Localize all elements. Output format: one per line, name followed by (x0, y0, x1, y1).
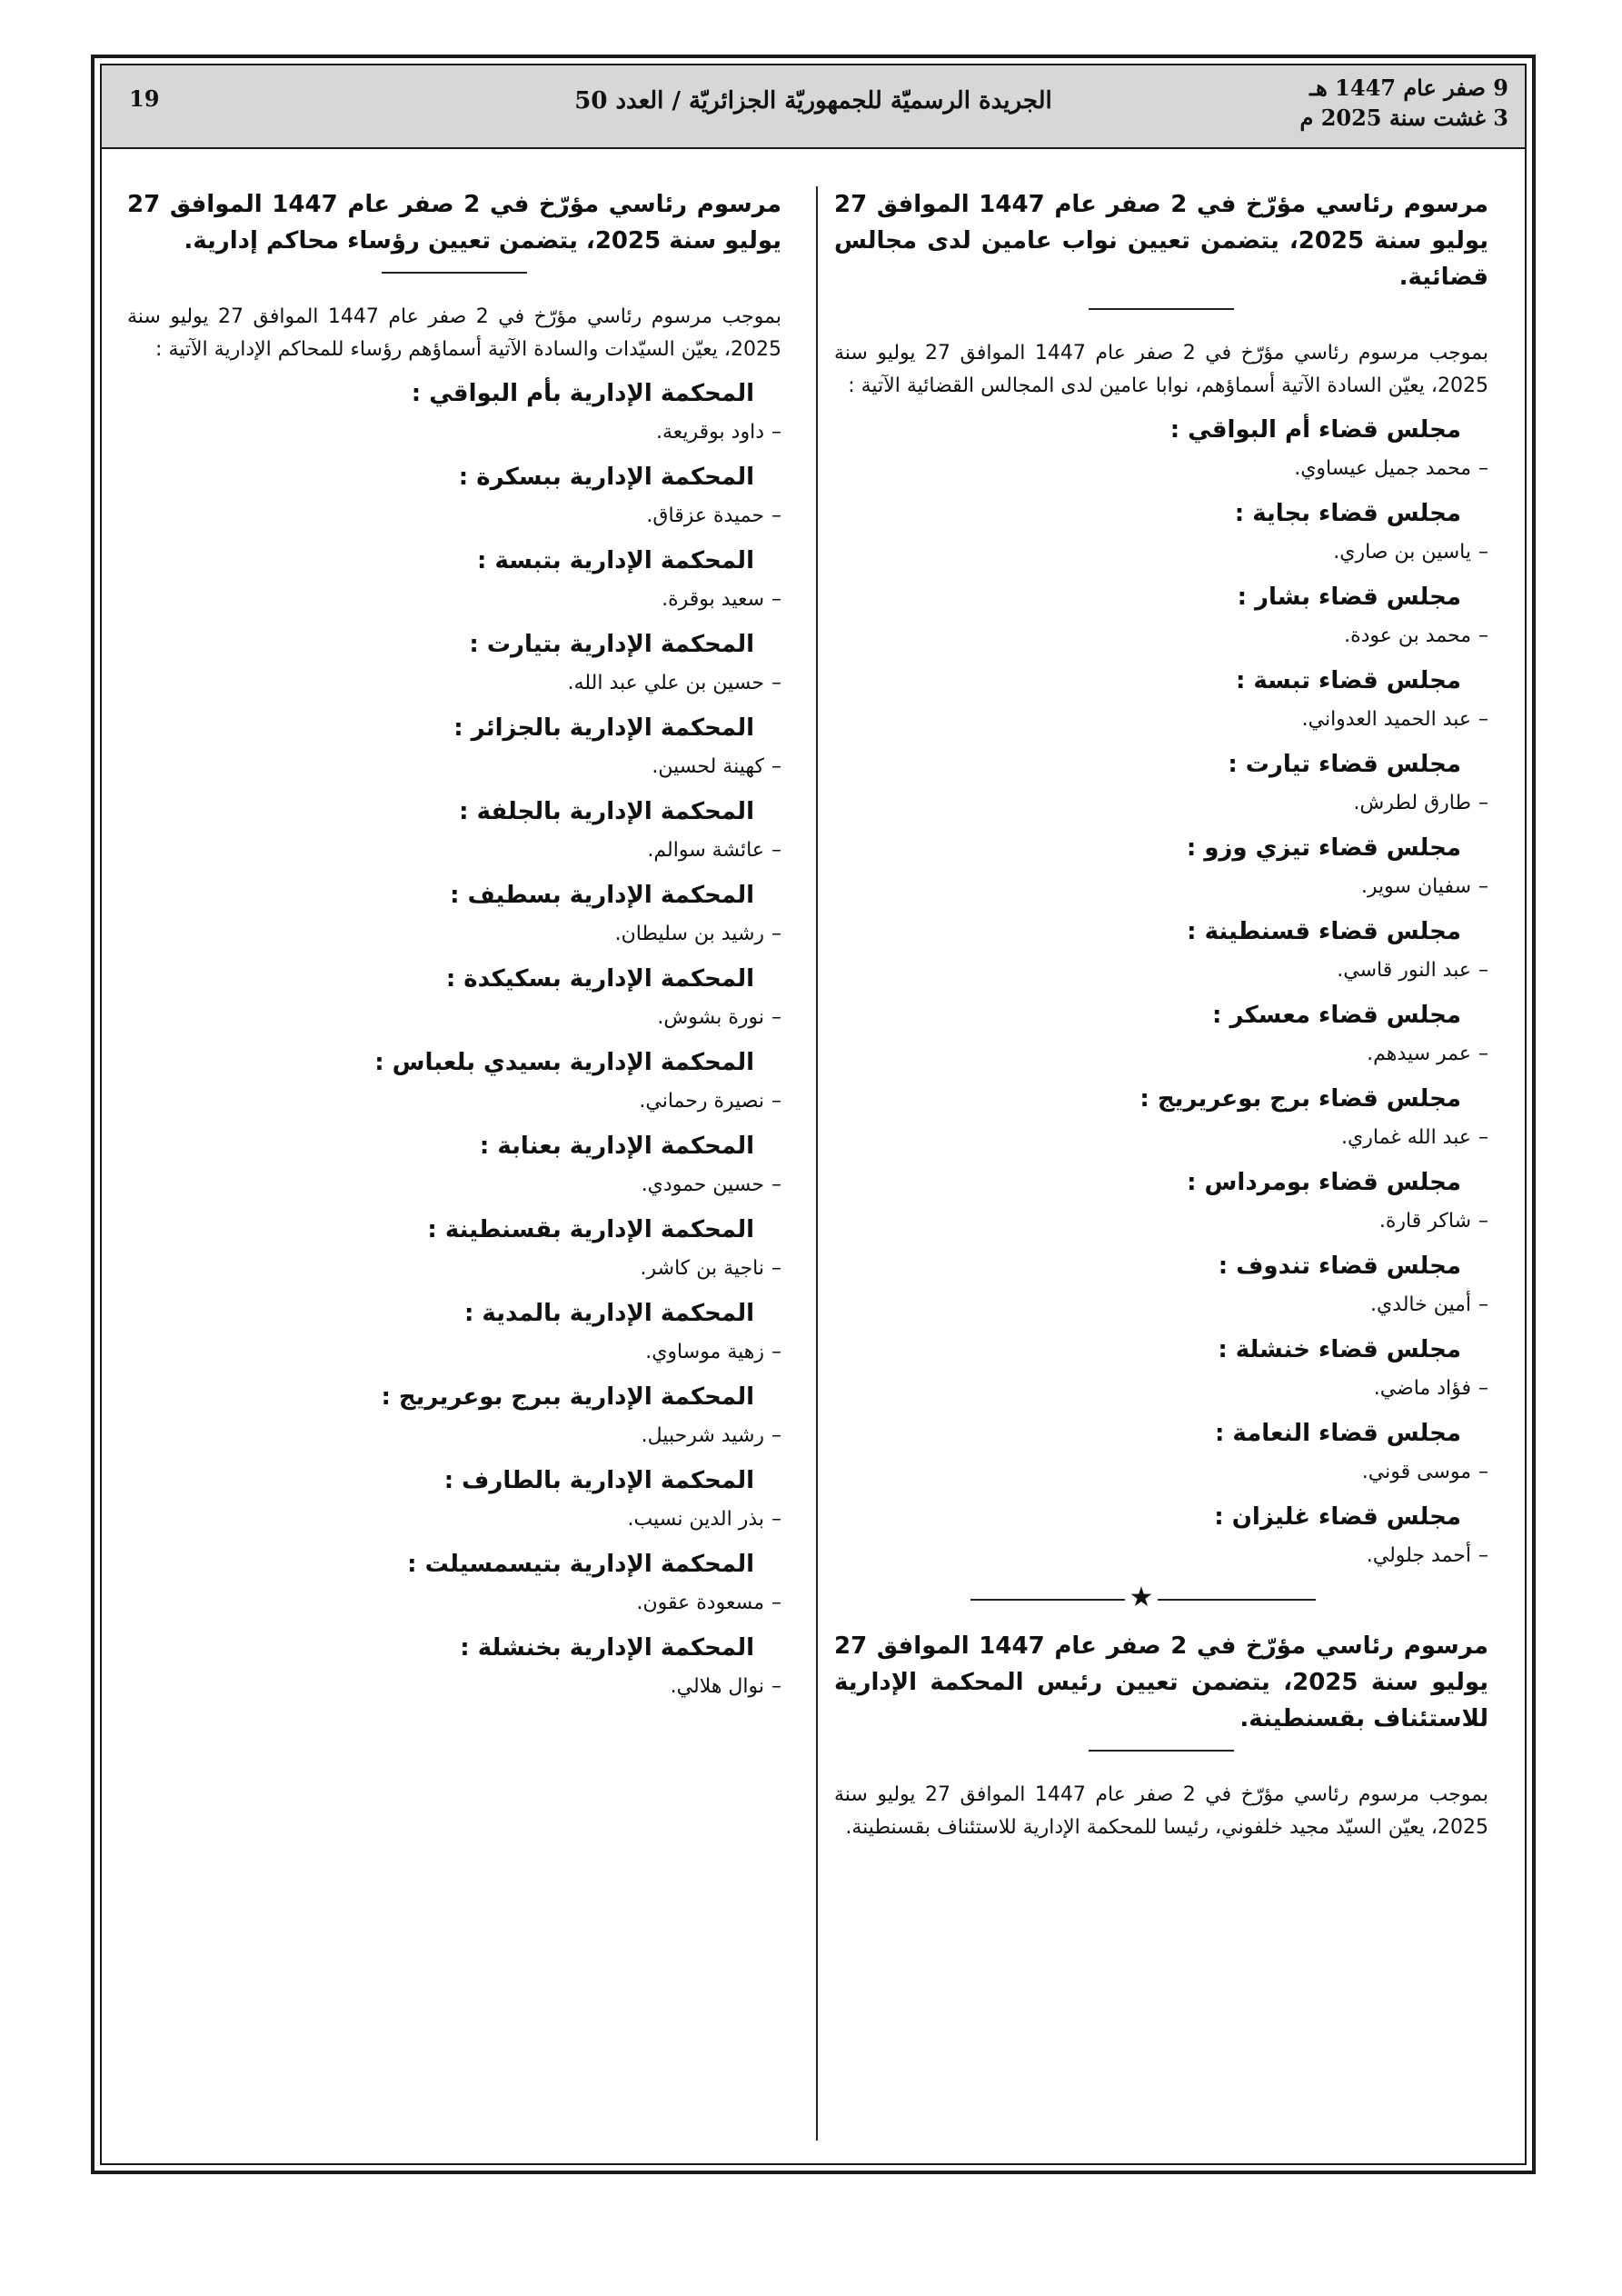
appointment-list (127, 377, 781, 1701)
appointee-item (834, 706, 1488, 734)
court-heading: مجلس قضاء معسكر : (1212, 1002, 1461, 1029)
list-dash: – (771, 1257, 781, 1280)
decree-administrative-court-presidents (127, 186, 781, 1701)
appointee-name: سفيان سوير. (1360, 875, 1471, 898)
decree-title: مرسوم رئاسي مؤرّخ في 2 صفر عام 1447 الموافق 27 يوليو سنة 2025، يتضمن تعيين نواب عامين لدى مجالس قضائية. (834, 191, 1489, 291)
court-heading: المحكمة الإدارية بالجلفة : (459, 798, 754, 825)
decree-title: مرسوم رئاسي مؤرّخ في 2 صفر عام 1447 الموافق 27 يوليو سنة 2025، يتضمن تعيين رؤساء محاكم إدارية. (127, 191, 782, 255)
appointee-item (127, 837, 781, 864)
court-heading: المحكمة الإدارية بسطيف : (450, 882, 754, 909)
appointee-name: طارق لطرش. (1353, 792, 1471, 814)
page-number: 19 (129, 85, 160, 112)
court-heading: المحكمة الإدارية بأم البواقي : (411, 380, 754, 407)
court-heading: المحكمة الإدارية بالمدية : (463, 1300, 754, 1327)
title-rule (382, 272, 527, 274)
appointee-name: عائشة سوالم. (647, 839, 764, 862)
court-heading: المحكمة الإدارية بسيدي بلعباس : (374, 1049, 754, 1076)
court-heading: المحكمة الإدارية بعنابة : (479, 1133, 754, 1160)
court-heading: المحكمة الإدارية ببسكرة : (458, 464, 754, 491)
appointee-item (127, 1004, 781, 1032)
appointee-name: محمد جميل عيساوي. (1294, 457, 1471, 480)
court-heading: المحكمة الإدارية بقسنطينة : (427, 1216, 754, 1243)
appointee-item (834, 1124, 1488, 1152)
appointee-name: نورة بشوش. (657, 1006, 764, 1029)
appointee-name: عمر سيدهم. (1367, 1043, 1471, 1065)
appointee-item (834, 1041, 1488, 1068)
appointee-name: عبد النور قاسي. (1337, 959, 1471, 982)
list-dash: – (1478, 457, 1488, 480)
list-dash: – (771, 1173, 781, 1196)
list-dash: – (771, 923, 781, 945)
appointee-item (834, 1542, 1488, 1570)
page-header (102, 65, 1525, 149)
appointee-name: داود بوقريعة. (656, 421, 764, 444)
court-heading: مجلس قضاء برج بوعريريج : (1139, 1085, 1461, 1113)
appointee-item (834, 790, 1488, 817)
list-dash: – (771, 1341, 781, 1363)
appointee-item (127, 1172, 781, 1199)
header-date-gregorian: 3 غشت سنة 2025 م (1299, 105, 1508, 131)
list-dash: – (771, 755, 781, 778)
court-heading: مجلس قضاء أم البواقي : (1169, 416, 1461, 444)
appointee-name: أحمد جلولي. (1366, 1544, 1471, 1567)
court-heading: المحكمة الإدارية ببرج بوعريريج : (381, 1383, 754, 1411)
list-dash: – (771, 1675, 781, 1698)
decree-preamble: بموجب مرسوم رئاسي مؤرّخ في 2 صفر عام 1447 الموافق 27 يوليو سنة 2025، يعيّن السيّدات والسادة الآتية أسماؤهم رؤساء للمحاكم الإدارية الآتية : (127, 305, 781, 361)
appointee-item (127, 1506, 781, 1533)
list-dash: – (771, 839, 781, 862)
list-dash: – (771, 1090, 781, 1113)
appointee-name: مسعودة عقون. (636, 1592, 764, 1614)
list-dash: – (771, 1424, 781, 1447)
header-title: الجريدة الرسميّة للجمهوريّة الجزائريّة / العدد 50 (574, 87, 1052, 115)
court-heading: المحكمة الإدارية بالطارف : (443, 1467, 754, 1494)
appointee-name: فؤاد ماضي. (1373, 1377, 1471, 1400)
court-heading: مجلس قضاء خنشلة : (1218, 1336, 1461, 1363)
appointee-name: نوال هلالي. (670, 1675, 764, 1698)
list-dash: – (1478, 1544, 1488, 1567)
court-heading: مجلس قضاء النعامة : (1214, 1420, 1461, 1447)
court-heading: مجلس قضاء بجاية : (1234, 500, 1461, 527)
appointee-item (127, 1088, 781, 1115)
court-heading: المحكمة الإدارية بتيارت : (469, 631, 754, 658)
decree-preamble: بموجب مرسوم رئاسي مؤرّخ في 2 صفر عام 1447 الموافق 27 يوليو سنة 2025، يعيّن السيّد مجيد خلفوني، رئيسا للمحكمة الإدارية للاستئناف بقسنطينة. (834, 1783, 1488, 1839)
title-rule (1089, 308, 1234, 310)
appointee-name: كهينة لحسين. (652, 755, 764, 778)
star-icon: ★ (1125, 1582, 1158, 1613)
list-dash: – (771, 1006, 781, 1029)
appointee-item (834, 455, 1488, 483)
appointee-name: ناجية بن كاشر. (640, 1257, 764, 1280)
court-heading: المحكمة الإدارية بخنشلة : (460, 1634, 754, 1662)
appointee-item (127, 670, 781, 697)
appointee-item (127, 1339, 781, 1366)
column-divider (816, 186, 818, 2141)
list-dash: – (771, 1592, 781, 1614)
appointee-item (127, 921, 781, 948)
court-heading: المحكمة الإدارية بتيسمسيلت : (407, 1551, 754, 1578)
list-dash: – (1478, 708, 1488, 731)
appointee-item (834, 1208, 1488, 1235)
court-heading: مجلس قضاء تبسة : (1235, 667, 1461, 694)
decree-title: مرسوم رئاسي مؤرّخ في 2 صفر عام 1447 الموافق 27 يوليو سنة 2025، يتضمن تعيين رئيس المحكمة الإدارية للاستئناف بقسنطينة. (834, 1632, 1489, 1732)
appointee-item (127, 1255, 781, 1283)
appointee-item (834, 1375, 1488, 1403)
header-date-hijri: 9 صفر عام 1447 هـ (1309, 75, 1508, 101)
decree-separator (834, 1584, 1488, 1615)
appointee-name: حسين بن علي عبد الله. (567, 672, 764, 694)
appointment-list (834, 414, 1488, 1570)
list-dash: – (771, 672, 781, 694)
appointee-item (834, 539, 1488, 566)
appointee-name: عبد الحميد العدواني. (1301, 708, 1471, 731)
appointee-item (127, 1673, 781, 1701)
appointee-item (127, 1590, 781, 1617)
list-dash: – (1478, 959, 1488, 982)
title-rule (1089, 1750, 1234, 1752)
court-heading: المحكمة الإدارية بسكيكدة : (445, 965, 754, 993)
list-dash: – (1478, 875, 1488, 898)
appointee-name: بذر الدين نسيب. (627, 1508, 764, 1531)
appointee-name: رشيد شرحبيل. (641, 1424, 764, 1447)
appointee-item (834, 957, 1488, 984)
decree-appeal-court-president (834, 1628, 1488, 1844)
court-heading: مجلس قضاء غليزان : (1214, 1503, 1461, 1531)
list-dash: – (1478, 1210, 1488, 1233)
appointee-name: شاكر قارة. (1378, 1210, 1471, 1233)
appointee-item (127, 1423, 781, 1450)
right-column (834, 186, 1488, 1855)
court-heading: مجلس قضاء بومرداس : (1187, 1169, 1461, 1196)
appointee-name: نصيرة رحماني. (639, 1090, 764, 1113)
court-heading: المحكمة الإدارية بتبسة : (477, 547, 754, 574)
court-heading: المحكمة الإدارية بالجزائر : (453, 714, 754, 742)
court-heading: مجلس قضاء تندوف : (1218, 1253, 1461, 1280)
list-dash: – (1478, 1377, 1488, 1400)
decree-preamble: بموجب مرسوم رئاسي مؤرّخ في 2 صفر عام 1447 الموافق 27 يوليو سنة 2025، يعيّن السادة الآتية أسماؤهم، نوابا عامين لدى المجالس القضائية الآتية : (834, 342, 1488, 397)
left-column (127, 186, 781, 1715)
court-heading: مجلس قضاء تيزي وزو : (1186, 834, 1461, 862)
list-dash: – (771, 421, 781, 444)
appointee-name: زهية موساوي. (645, 1341, 764, 1363)
appointee-name: رشيد بن سليطان. (614, 923, 764, 945)
list-dash: – (1478, 1043, 1488, 1065)
appointee-item (127, 503, 781, 530)
appointee-name: حسين حمودي. (641, 1173, 764, 1196)
appointee-name: ياسين بن صاري. (1333, 541, 1471, 564)
list-dash: – (771, 1508, 781, 1531)
court-heading: مجلس قضاء بشار : (1237, 584, 1461, 611)
appointee-item (127, 586, 781, 614)
appointee-item (834, 1292, 1488, 1319)
decree-general-prosecutors (834, 186, 1488, 1570)
list-dash: – (1478, 624, 1488, 647)
appointee-name: موسى قوني. (1361, 1461, 1471, 1483)
appointee-name: أمين خالدي. (1369, 1293, 1471, 1316)
appointee-item (127, 419, 781, 446)
list-dash: – (1478, 1461, 1488, 1483)
list-dash: – (1478, 792, 1488, 814)
appointee-name: حميدة عزقاق. (646, 504, 764, 527)
list-dash: – (1478, 1293, 1488, 1316)
appointee-name: محمد بن عودة. (1344, 624, 1471, 647)
appointee-item (834, 1459, 1488, 1486)
list-dash: – (1478, 541, 1488, 564)
list-dash: – (1478, 1126, 1488, 1149)
appointee-item (834, 623, 1488, 650)
appointee-name: سعيد بوقرة. (662, 588, 764, 611)
appointee-item (127, 754, 781, 781)
court-heading: مجلس قضاء تيارت : (1228, 751, 1461, 778)
list-dash: – (771, 504, 781, 527)
court-heading: مجلس قضاء قسنطينة : (1187, 918, 1461, 945)
appointee-name: عبد الله غماري. (1341, 1126, 1471, 1149)
list-dash: – (771, 588, 781, 611)
appointee-item (834, 873, 1488, 901)
